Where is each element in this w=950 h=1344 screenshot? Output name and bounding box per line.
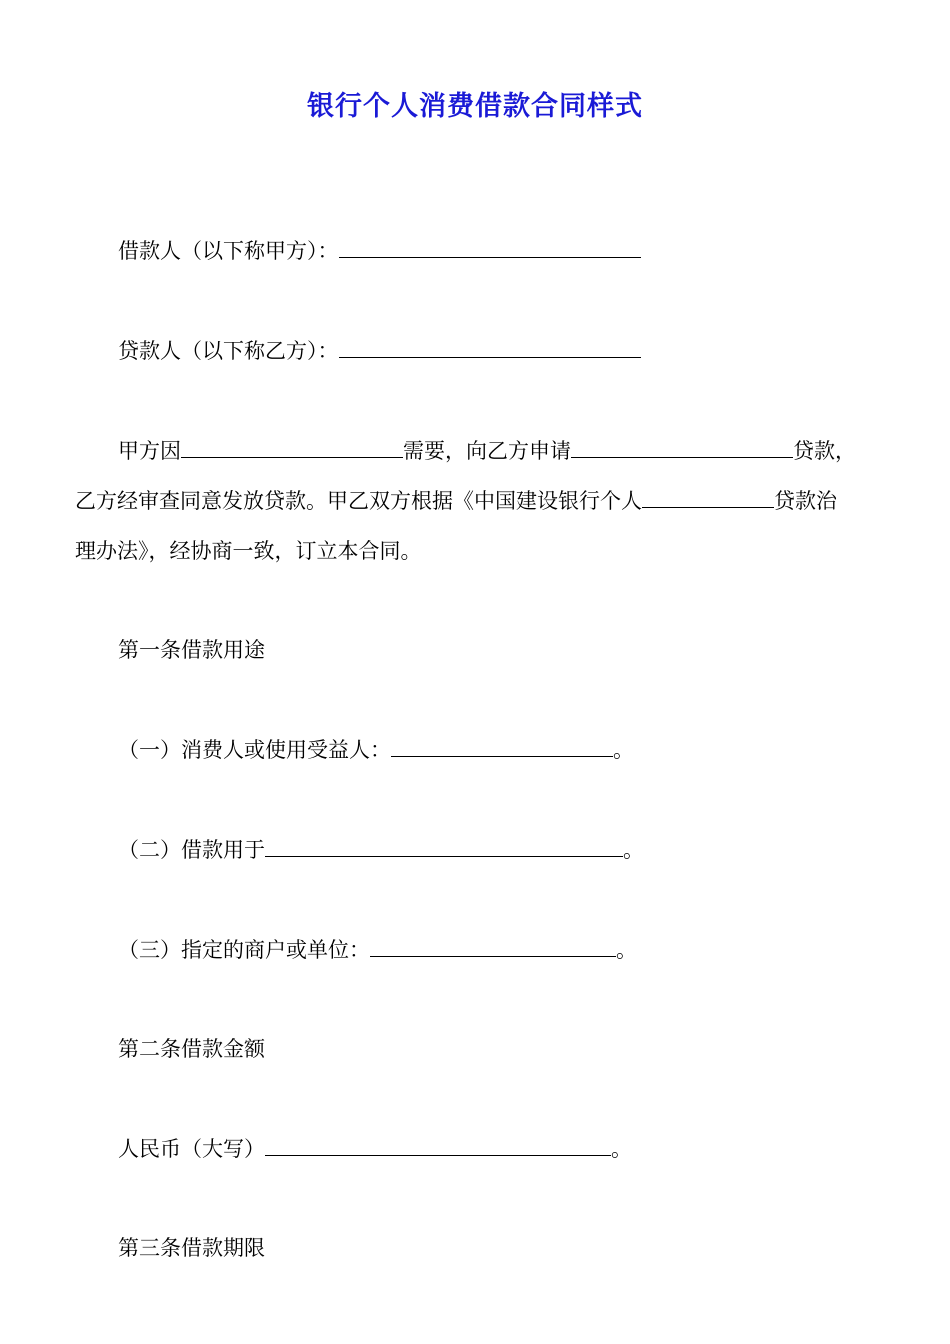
borrower-label: 借款人（以下称甲方）：	[118, 239, 339, 263]
borrower-blank	[339, 239, 641, 258]
article2-heading	[118, 1034, 265, 1064]
intro-part2: 需要，向乙方申请	[403, 439, 571, 463]
article1-item2-label: （二）借款用于	[118, 838, 265, 862]
loan-use-blank	[265, 838, 623, 857]
article2-amount	[118, 1134, 632, 1164]
article3-heading-text: 第三条借款期限	[118, 1236, 265, 1260]
intro-part3: 贷款，	[793, 439, 856, 463]
article1-item1-end: 。	[613, 738, 634, 762]
article1-item3-end: 。	[616, 938, 637, 962]
article3-heading	[118, 1233, 265, 1263]
article2-heading-text: 第二条借款金额	[118, 1037, 265, 1061]
intro-line3: 理办法》，经协商一致，订立本合同。	[75, 539, 422, 563]
amount-label: 人民币（大写）	[118, 1137, 265, 1161]
article1-item2-end: 。	[623, 838, 644, 862]
intro-part1: 甲方因	[118, 439, 181, 463]
intro-line2-part1: 乙方经审查同意发放贷款。甲乙双方根据《中国建设银行个人	[75, 489, 642, 513]
article1-item1-label: （一）消费人或使用受益人：	[118, 738, 391, 762]
loan-type-blank	[571, 439, 793, 458]
article1-heading	[118, 635, 265, 665]
lender-label: 贷款人（以下称乙方）：	[118, 339, 339, 363]
lender-line	[118, 336, 641, 366]
merchant-blank	[370, 938, 616, 957]
borrower-line	[118, 236, 641, 266]
intro-line-3	[75, 536, 422, 566]
article1-item2	[118, 835, 644, 865]
article1-item1	[118, 735, 634, 765]
amount-end: 。	[611, 1137, 632, 1161]
intro-line2-part2: 贷款治	[774, 489, 837, 513]
article1-item3	[118, 935, 637, 965]
intro-line-1	[118, 436, 856, 466]
lender-blank	[339, 339, 641, 358]
amount-blank	[265, 1137, 611, 1156]
article1-item3-label: （三）指定的商户或单位：	[118, 938, 370, 962]
document-title: 银行个人消费借款合同样式	[307, 91, 643, 122]
regulation-blank	[642, 489, 774, 508]
intro-line-2	[75, 486, 837, 516]
beneficiary-blank	[391, 738, 613, 757]
article1-heading-text: 第一条借款用途	[118, 638, 265, 662]
purpose-blank	[181, 439, 403, 458]
